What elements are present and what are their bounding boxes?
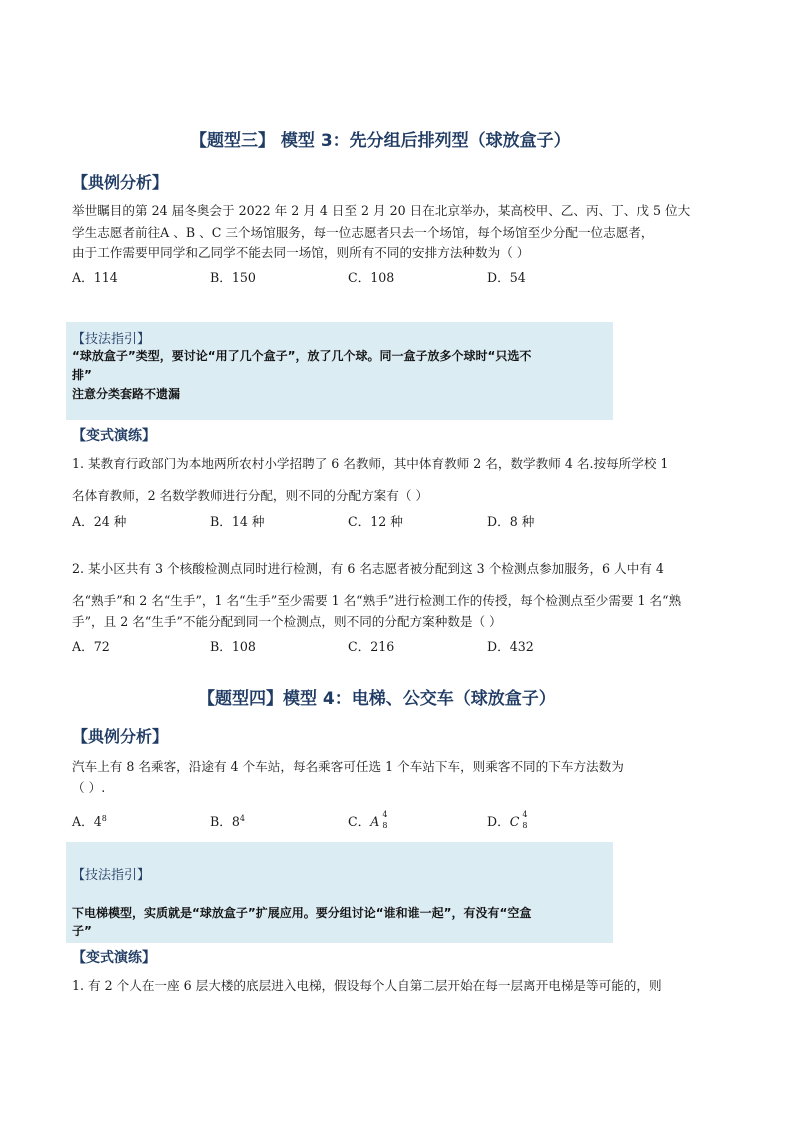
- section3-q2-option-b: B．108: [210, 639, 256, 654]
- section3-q1-line1: 1. 某教育行政部门为本地两所农村小学招聘了 6 名教师，其中体育教师 2 名，数学教师 4 名.按每所学校 1: [72, 456, 669, 471]
- section3-example-heading: 【典例分析】: [72, 173, 169, 192]
- section3-option-a: A．114: [72, 270, 118, 285]
- section4-tip-line2: 子”: [72, 924, 92, 938]
- section4-option-b: B．$8^4$: [210, 813, 245, 829]
- section3-option-c: C．108: [348, 270, 395, 285]
- section3-q1-line2: 名体育教师，2 名数学教师进行分配，则不同的分配方案有（ ）: [72, 488, 429, 503]
- section3-q2-option-d: D．432: [487, 639, 534, 654]
- section4-tip-heading: 【技法指引】: [72, 868, 151, 883]
- section4-tip-line1: 下电梯模型，实质就是“球放盒子”扩展应用。要分组讨论“谁和谁一起”，有没有“空盒: [72, 906, 532, 920]
- section3-example-line3: 由于工作需要甲同学和乙同学不能去同一场馆，则所有不同的安排方法种数为（ ）: [72, 245, 530, 260]
- section3-title: 【题型三】 模型 3：先分组后排列型（球放盒子）: [190, 131, 571, 151]
- section4-tip-box: [66, 842, 613, 943]
- section4-option-a: A．$4^8$: [72, 813, 107, 829]
- section3-tip-box: [66, 322, 613, 420]
- section4-option-d: D．C 4 8: [487, 810, 528, 830]
- section3-example-line2: 学生志愿者前往A 、B 、C 三个场馆服务，每一位志愿者只去一个场馆，每个场馆至少分配一位志愿者，: [72, 225, 654, 240]
- section3-variant-heading: 【变式演练】: [72, 428, 156, 444]
- section3-q1-option-b: B．14 种: [210, 514, 265, 529]
- section3-q2-line1: 2. 某小区共有 3 个核酸检测点同时进行检测，有 6 名志愿者被分配到这 3 个检测点参加服务，6 人中有 4: [72, 561, 664, 576]
- section3-q1-option-a: A．24 种: [72, 514, 127, 529]
- section4-option-c: C．A 4 8: [348, 810, 388, 830]
- section4-variant-heading: 【变式演练】: [72, 950, 156, 966]
- section4-example-line1: 汽车上有 8 名乘客，沿途有 4 个车站，每名乘客可任选 1 个车站下车，则乘客不同的下车方法数为: [72, 759, 624, 774]
- section3-q2-option-c: C．216: [348, 639, 395, 654]
- section4-example-line2: （ ）.: [72, 780, 106, 795]
- section3-q1-option-c: C．12 种: [348, 514, 403, 529]
- section3-q2-option-a: A．72: [72, 639, 110, 654]
- section3-example-line1: 举世瞩目的第 24 届冬奥会于 2022 年 2 月 4 日至 2 月 20 日在北京举办，某高校甲、乙、丙、丁、戊 5 位大: [72, 203, 691, 218]
- section4-example-heading: 【典例分析】: [72, 727, 169, 746]
- section3-q2-line3: 手”，且 2 名“生手”不能分配到同一个检测点，则不同的分配方案种数是（ ）: [72, 614, 502, 629]
- section3-q2-line2: 名“熟手”和 2 名“生手”，1 名“生手”至少需要 1 名“熟手”进行检测工作的传授，每个检测点至少需要 1 名“熟: [72, 593, 682, 608]
- section3-q1-option-d: D．8 种: [487, 514, 535, 529]
- section3-tip-line1: “球放盒子”类型，要讨论“用了几个盒子”，放了几个球。同一盒子放多个球时“只选不: [72, 349, 532, 363]
- section4-q1-line1: 1. 有 2 个人在一座 6 层大楼的底层进入电梯，假设每个人自第二层开始在每一层离开电梯是等可能的，则: [72, 978, 662, 993]
- section3-tip-line2: 排”: [72, 368, 92, 382]
- section4-title: 【题型四】模型 4：电梯、公交车（球放盒子）: [198, 689, 556, 709]
- section3-tip-heading: 【技法指引】: [72, 332, 151, 347]
- section3-option-b: B．150: [210, 270, 256, 285]
- section3-tip-line3: 注意分类套路不遗漏: [72, 387, 181, 401]
- section3-option-d: D．54: [487, 270, 526, 285]
